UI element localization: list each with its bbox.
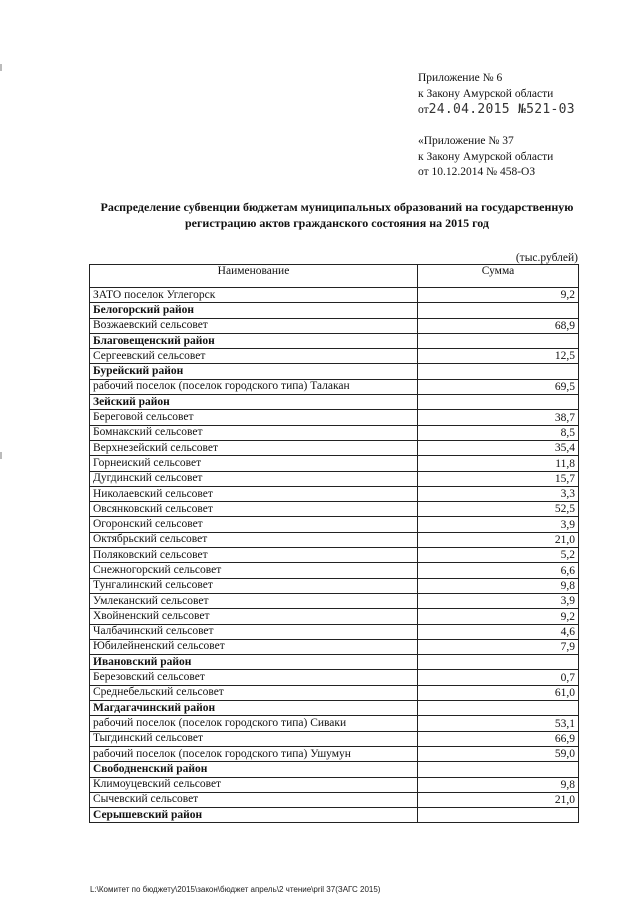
district-row [90,333,579,348]
table-row [90,456,579,471]
table-row [90,777,579,792]
row-name: Огоронский сельсовет [90,517,418,532]
row-sum: 7,9 [418,639,579,654]
document-title: Распределение субвенции бюджетам муниципальных образований на государственную регистрацию актов гражданского состояния на 2015 год [100,200,574,230]
row-name: Белогорский район [90,303,418,318]
typed-date: 24.04.2015 №521-03 [428,102,575,117]
appendix-law: к Закону Амурской области [418,87,554,100]
table-row [90,318,579,333]
row-name: Сычевский сельсовет [90,792,418,807]
row-name: Магдагачинский район [90,701,418,716]
row-sum: 66,9 [418,731,579,746]
row-sum: 8,5 [418,425,579,440]
row-sum: 52,5 [418,502,579,517]
table-row [90,593,579,608]
row-name: Бомнакский сельсовет [90,425,418,440]
row-name: Климоуцевский сельсовет [90,777,418,792]
row-sum: 11,8 [418,456,579,471]
row-sum [418,303,579,318]
row-sum: 12,5 [418,349,579,364]
table-row [90,471,579,486]
row-sum [418,701,579,716]
row-sum: 69,5 [418,379,579,394]
row-sum: 6,6 [418,563,579,578]
table-row [90,532,579,547]
row-name: Тыгдинский сельсовет [90,731,418,746]
row-sum: 21,0 [418,792,579,807]
table-row [90,349,579,364]
appendix-date: от24.04.2015 №521-03 [418,102,575,117]
scan-mark [0,452,2,459]
row-name: Николаевский сельсовет [90,486,418,501]
appendix-header [418,71,575,119]
row-sum: 53,1 [418,716,579,731]
district-row [90,303,579,318]
file-path-footer: L:\Комитет по бюджету\2015\закон\бюджет апрель\2 чтение\pril 37(ЗАГС 2015) [90,885,381,894]
row-sum: 68,9 [418,318,579,333]
row-name: рабочий поселок (поселок городского типа) Талакан [90,379,418,394]
table-row [90,792,579,807]
table-header-row [90,265,579,288]
row-sum: 5,2 [418,548,579,563]
table-row [90,563,579,578]
row-name: ЗАТО поселок Углегорск [90,288,418,303]
row-name: Зейский район [90,395,418,410]
row-name: Благовещенский район [90,333,418,348]
table-body [90,288,579,823]
table-row [90,624,579,639]
row-name: Юбилейненский сельсовет [90,639,418,654]
prior-appendix-header [418,134,553,181]
row-sum [418,655,579,670]
district-row [90,762,579,777]
prior-appendix-number: «Приложение № 37 [418,135,514,147]
row-name: Овсянковский сельсовет [90,502,418,517]
table-row [90,731,579,746]
row-sum: 3,9 [418,517,579,532]
row-sum: 59,0 [418,746,579,761]
district-row [90,808,579,823]
row-name: Тунгалинский сельсовет [90,578,418,593]
row-sum: 9,8 [418,777,579,792]
table-row [90,639,579,654]
table-row [90,670,579,685]
appendix-number: Приложение № 6 [418,72,503,84]
row-name: Умлеканский сельсовет [90,593,418,608]
row-name: Горнеиский сельсовет [90,456,418,471]
row-name: Ивановский район [90,655,418,670]
table-row [90,502,579,517]
row-sum [418,395,579,410]
prior-appendix-law: к Закону Амурской области [418,150,554,163]
row-sum: 38,7 [418,410,579,425]
table-row [90,440,579,455]
header-sum: Сумма [418,265,579,288]
row-sum [418,762,579,777]
table-row [90,379,579,394]
row-name: рабочий поселок (поселок городского типа) Ушумун [90,746,418,761]
table-row [90,410,579,425]
row-sum: 9,2 [418,288,579,303]
table-row [90,548,579,563]
table-row [90,578,579,593]
row-name: Среднебельский сельсовет [90,685,418,700]
row-sum [418,364,579,379]
row-name: Поляковский сельсовет [90,548,418,563]
row-sum: 3,9 [418,593,579,608]
scan-mark [0,64,2,71]
row-name: Береговой сельсовет [90,410,418,425]
row-name: Верхнезейский сельсовет [90,440,418,455]
row-name: Серышевский район [90,808,418,823]
row-sum [418,333,579,348]
prior-appendix-date: от 10.12.2014 № 458-ОЗ [418,166,536,178]
row-name: Березовский сельсовет [90,670,418,685]
table-row [90,716,579,731]
table-row [90,288,579,303]
district-row [90,655,579,670]
header-name: Наименование [90,265,418,288]
row-sum [418,808,579,823]
row-name: Чалбачинский сельсовет [90,624,418,639]
row-name: Возжаевский сельсовет [90,318,418,333]
table-row [90,486,579,501]
table-row [90,746,579,761]
table-row [90,609,579,624]
row-name: Сергеевский сельсовет [90,349,418,364]
row-sum: 15,7 [418,471,579,486]
row-sum: 9,2 [418,609,579,624]
row-name: Бурейский район [90,364,418,379]
district-row [90,395,579,410]
row-name: рабочий поселок (поселок городского типа) Сиваки [90,716,418,731]
row-sum: 4,6 [418,624,579,639]
row-name: Дугдинский сельсовет [90,471,418,486]
row-name: Хвойненский сельсовет [90,609,418,624]
table-row [90,425,579,440]
table-row [90,685,579,700]
district-row [90,364,579,379]
district-row [90,701,579,716]
units-label: (тыс.рублей) [515,252,578,264]
row-name: Снежногорский сельсовет [90,563,418,578]
row-sum: 21,0 [418,532,579,547]
row-sum: 61,0 [418,685,579,700]
row-name: Октябрьский сельсовет [90,532,418,547]
table-row [90,517,579,532]
row-sum: 35,4 [418,440,579,455]
row-sum: 0,7 [418,670,579,685]
row-sum: 9,8 [418,578,579,593]
row-name: Свободненский район [90,762,418,777]
row-sum: 3,3 [418,486,579,501]
subvention-table [89,264,579,823]
